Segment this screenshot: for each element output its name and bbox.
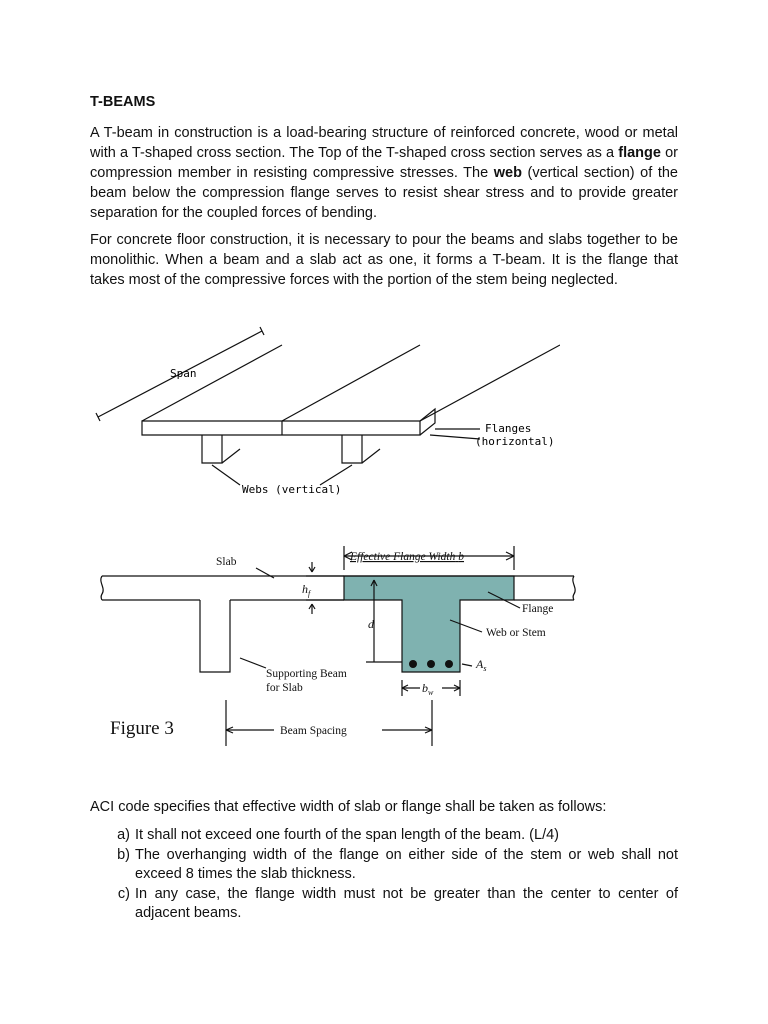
d-label: d (368, 617, 374, 631)
hf-subscript: f (308, 589, 311, 598)
aci-code-paragraph: ACI code specifies that effective width of slab or flange shall be taken as follows: (90, 799, 607, 815)
supporting-beam-outline (200, 600, 230, 672)
web-term: web (493, 165, 522, 181)
web-left (202, 435, 222, 463)
slab-front-face (142, 421, 420, 435)
beam-spacing-dimension (226, 700, 432, 746)
flange-term: flange (618, 145, 661, 161)
bw-subscript: w (428, 688, 434, 697)
list-text: The overhanging width of the flange on either side of the stem or web shall not exceed 8 times the slab thickness. (135, 846, 678, 882)
list-marker: c) (117, 885, 130, 902)
flange-label: Flange (522, 603, 554, 615)
list-marker: b) (117, 846, 130, 863)
for-slab-label: for Slab (266, 682, 303, 694)
bw-label (422, 681, 434, 697)
t-beam-isometric-figure (90, 325, 560, 505)
span-label: Span (170, 367, 197, 380)
list-marker: a) (117, 827, 130, 843)
figure-caption: Figure 3 (110, 718, 174, 739)
left-break-mark (101, 576, 103, 600)
effective-flange-b-symbol: b (458, 551, 465, 563)
flanges-label: Flanges (485, 422, 532, 435)
as-subscript: s (483, 664, 487, 673)
slab-label: Slab (216, 556, 237, 568)
aci-rules-list (90, 826, 678, 924)
webs-label: Webs (vertical) (242, 483, 342, 496)
construction-paragraph: For concrete floor construction, it is necessary to pour the beams and slabs together to be monolithic. When a beam and a slab act as one, it forms a T-beam. It is the flange that takes most of the compressive forces with the portion of the stem being neglected. (90, 232, 678, 288)
list-text: It shall not exceed one fourth of the span length of the beam. (L/4) (135, 827, 559, 843)
beam-spacing-label: Beam Spacing (280, 725, 347, 737)
intro-text-3: (vertical section) of the beam below the compression flange serves to resist shear stress and to provide greater separation for the coupled forces of bending. (90, 165, 678, 221)
rebar-middle (427, 660, 435, 668)
list-item (90, 885, 678, 924)
slab-top-edges (142, 345, 560, 421)
bw-symbol: b (422, 681, 428, 695)
effective-flange-width-text: Effective Flange Width (350, 551, 456, 563)
section-heading: T-BEAMS (90, 94, 156, 110)
list-text: In any case, the flange width must not be greater than the center to center of adjacent beams. (135, 885, 678, 921)
intro-text-2: or compression member in resisting compressive stresses. The (90, 145, 679, 181)
rebar-right (445, 660, 453, 668)
list-item (90, 846, 678, 885)
hf-label (302, 582, 312, 598)
supporting-beam-label: Supporting Beam (266, 668, 347, 680)
right-break-mark (573, 576, 575, 600)
list-item (90, 826, 678, 846)
intro-paragraph (90, 123, 678, 223)
intro-text-1: A T-beam in construction is a load-bearing structure of reinforced concrete, wood or metal with a T-shaped cross section. The Top of the T-shaped cross section serves as a (90, 125, 678, 161)
horizontal-label: (horizontal) (475, 435, 555, 448)
effective-flange-width-label (349, 551, 464, 563)
web-or-stem-label: Web or Stem (486, 627, 546, 639)
hf-symbol: h (302, 582, 308, 596)
figure-3-cross-section (90, 540, 590, 750)
as-label (475, 657, 486, 673)
rebar-left (409, 660, 417, 668)
slab-end-face (420, 409, 435, 435)
web-right (342, 435, 362, 463)
as-symbol: A (476, 657, 484, 671)
